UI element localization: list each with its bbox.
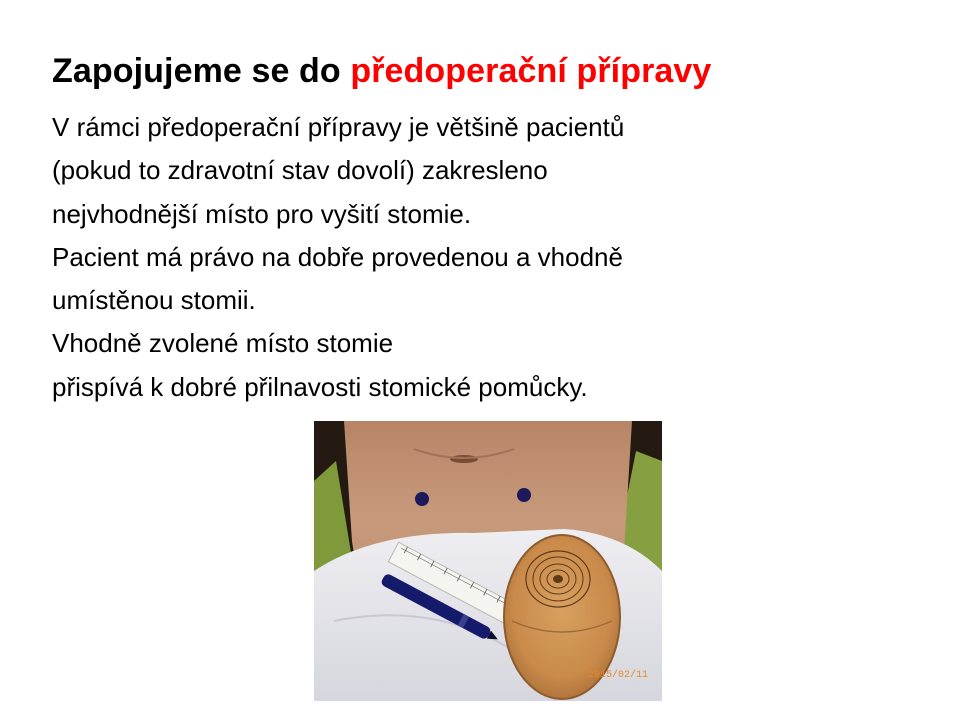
body-line: Vhodně zvolené místo stomie	[52, 328, 394, 359]
slide-body	[52, 106, 932, 409]
stoma-mark-left	[415, 492, 429, 506]
slide-title	[52, 52, 711, 91]
body-line: umístěnou stomii.	[52, 285, 256, 316]
title-accent: předoperační přípravy	[350, 52, 712, 90]
body-line: Pacient má právo na dobře provedenou a vhodně	[52, 241, 623, 272]
body-line: (pokud to zdravotní stav dovolí) zakresleno	[52, 155, 548, 186]
title-prefix: Zapojujeme se do	[52, 52, 351, 90]
body-line: V rámci předoperační přípravy je většině pacientů	[52, 112, 625, 142]
stoma-site-marking-photo	[314, 421, 662, 701]
photo-date-stamp: 2015/02/11	[588, 670, 649, 681]
stoma-mark-right	[517, 488, 531, 502]
body-line: přispívá k dobré přilnavosti stomické pomůcky.	[52, 371, 588, 402]
body-line: nejvhodnější místo pro vyšití stomie.	[52, 198, 472, 229]
